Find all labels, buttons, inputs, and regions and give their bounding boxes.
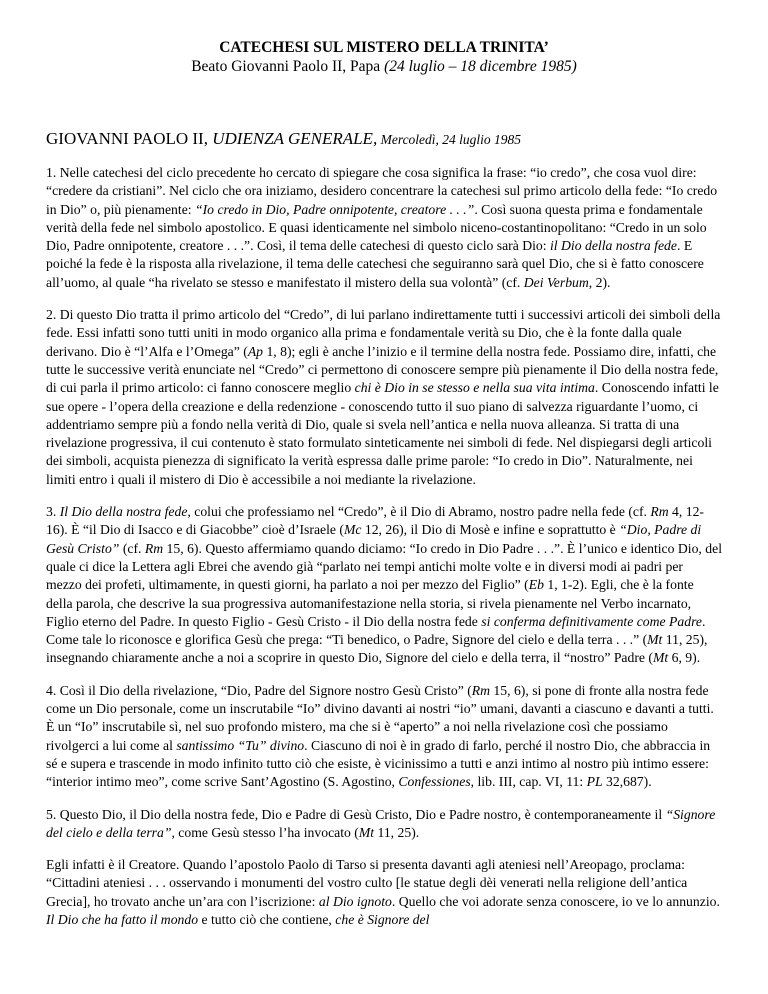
section-author: GIOVANNI PAOLO II, [46, 129, 213, 148]
italic-text: chi è Dio in se stesso e nella sua vita intima [354, 380, 595, 396]
text-run: (cf. [119, 540, 145, 556]
text-run: 1, 8); egli è anche l’inizio e il termine della nostra fede. Possiamo dire, infatti, che tutte le successive verità enunciate nel “Credo” ci permettono di conoscere sempre più pienamente il Dio della nostra fede, di cui parla il primo articolo: ci fanno conoscere meglio [46, 343, 719, 396]
italic-text: Mt [358, 824, 375, 840]
section-heading [46, 128, 722, 150]
text-run: 32,687). [602, 774, 652, 790]
document-subtitle [46, 57, 722, 76]
paragraph [46, 164, 722, 292]
italic-text: Confessiones [398, 774, 471, 790]
text-run: 3. [46, 504, 60, 520]
text-run: 4, 12-16). È “il Dio di Isacco e di Giacobbe” cioè d’Israele ( [46, 504, 704, 538]
subtitle-author: Beato Giovanni Paolo II, Papa [191, 58, 385, 75]
italic-text: “Signore del cielo e della terra” [46, 806, 716, 840]
italic-text: Rm [471, 682, 490, 698]
italic-text: Mt [652, 650, 669, 666]
paragraph [46, 806, 722, 843]
document-body [46, 164, 722, 929]
text-run: e tutto ciò che contiene, [198, 911, 336, 927]
italic-text: che è Signore del [335, 911, 430, 927]
text-run: 15, 6). Questo affermiamo quando diciamo: “Io credo in Dio Padre . . .”. È l’unico e identico Dio, del quale ci dice la Lettera agli Ebrei che avendo già “parlato nei tempi antichi molte volte e in diversi modi ai padri per mezzo dei profeti, ultimamente, in questi giorni, ha parlato a noi per mezzo del Figlio” ( [46, 540, 722, 593]
section-date: Mercoledì, 24 luglio 1985 [377, 132, 522, 147]
italic-text: “Dio, Padre di Gesù Cristo” [46, 522, 702, 556]
document-page [46, 38, 722, 929]
italic-text: al Dio ignoto [318, 893, 392, 909]
paragraph [46, 856, 722, 929]
italic-text: Il Dio che ha fatto il mondo [46, 911, 199, 927]
italic-text: Dei Verbum [523, 274, 589, 290]
paragraph [46, 682, 722, 792]
text-run: 6, 9). [668, 650, 701, 666]
subtitle-dates: (24 luglio – 18 dicembre 1985) [384, 58, 577, 75]
text-run: 11, 25). [374, 824, 420, 840]
text-run: , lib. III, cap. VI, 11: [470, 774, 587, 790]
text-run: . Conoscendo infatti le sue opere - l’opera della creazione e della redenzione - conoscendo tutto il suo piano di salvezza riguardante l’uomo, ci addentriamo sempre più a fondo nella verità di Dio, quale si svela nell’antica e nella nuova alleanza. Si tratta di una rivelazione progressiva, il cui contenuto è stato formulato sinteticamente nei simboli di fede. Nel dispiegarsi degli articoli dei simboli, acquista pienezza di significato la verità espressa dalle prime parole: “Io credo in Dio”. Naturalmente, nei limiti entro i quali il mistero di Dio è accessibile a noi mediante la rivelazione. [46, 380, 719, 487]
italic-text: si conferma definitivamente come Padre [481, 613, 702, 629]
text-run: 4. Così il Dio della rivelazione, “Dio, Padre del Signore nostro Gesù Cristo” ( [46, 682, 472, 698]
text-run: 1, 1-2). Egli, che è la fonte della parola, che descrive la sua progressiva automanifestazione nella storia, si rivela pienamente nel Verbo incarnato, Figlio eterno del Padre. In questo Figlio - Gesù Cristo - il Dio della nostra fede [46, 577, 694, 629]
text-run: Egli infatti è il Creatore. Quando l’apostolo Paolo di Tarso si presenta davanti agli ateniesi nell’Areopago, proclama: “Cittadini ateniesi . . . osservando i monumenti del vostro culto [le statue degli dèi venerati nella religione dell’antica Grecia], ho trovato anche un’ara con l’iscrizione: [46, 857, 688, 909]
italic-text: Mt [647, 632, 663, 648]
text-run: . Ciascuno di noi è in grado di farlo, perché il nostro Dio, che abbraccia in sé e supera e trascende in modo infinito tutto ciò che esiste, è vicinissimo a tutti e anzi intimo al nostro più intimo essere: “interior intimo meo”, come scrive Sant’Agostino (S. Agostino, [46, 737, 711, 790]
document-title: CATECHESI SUL MISTERO DELLA TRINITA’ [219, 39, 549, 56]
text-run: . Come tale lo riconosce e glorifica Gesù che prega: “Ti benedico, o Padre, Signore del cielo e della terra . . .” ( [46, 613, 706, 648]
italic-text: Rm [650, 504, 669, 520]
italic-text: PL [586, 774, 603, 790]
italic-text: il Dio della nostra fede [550, 238, 677, 254]
paragraph [46, 503, 722, 668]
italic-text: Eb [528, 577, 544, 593]
italic-text: “Io credo in Dio, Padre onnipotente, creatore . . .” [195, 201, 475, 217]
text-run: . E poiché la fede è la risposta alla rivelazione, il tema delle catechesi che seguiranno sarà quel Dio, che si è fatto conoscere all’uomo, al quale “ha rivelato se stesso e manifestato il mistero della sua volontà” (cf. [46, 238, 704, 290]
italic-text: Rm [144, 540, 164, 556]
paragraph [46, 306, 722, 489]
text-run: 12, 26), il Dio di Mosè e infine e soprattutto è [361, 522, 620, 538]
text-run: 2. Di questo Dio tratta il primo articolo del “Credo”, di lui parlano indirettamente tutti i successivi articoli dei simboli della fede. Essi infatti sono tutti uniti in modo organico alla prima e fondamentale verità su Dio, che è la fonte dalla quale derivano. Dio è “l’Alfa e l’Omega” ( [46, 307, 721, 359]
text-run: 5. Questo Dio, il Dio della nostra fede, Dio e Padre di Gesù Cristo, Dio e Padre nostro, è contemporaneamente il [46, 806, 666, 822]
text-run: , colui che professiamo nel “Credo”, è il Dio di Abramo, nostro padre nella fede (cf. [187, 504, 651, 520]
text-run: . Così suona questa prima e fondamentale verità della fede nel simbolo apostolico. E quasi identicamente nel simbolo niceno-costantinopolitano: “Credo in un solo Dio, Padre onnipotente, creatore . . .”. Così, il tema delle catechesi di questo ciclo sarà Dio: [46, 201, 707, 254]
text-run: 1. Nelle catechesi del ciclo precedente ho cercato di spiegare che cosa significa la frase: “io credo”, che cosa vuol dire: “credere da cristiani”. Nel ciclo che ora iniziamo, desidero concentrare la catechesi sul primo articolo della fede: “Io credo in Dio” o, più pienamente: [46, 165, 718, 217]
italic-text: santissimo “Tu” divino [176, 737, 305, 753]
text-run: . Quello che voi adorate senza conoscere, io ve lo annunzio. [391, 893, 720, 909]
text-run: 15, 6), si pone di fronte alla nostra fede come un Dio personale, come un inscrutabile “Io” divino davanti ai nostri “io” umani, davanti a ciascuno e davanti a tutti. È un “Io” inscrutabile sì, nel suo profondo mistero, ma che si è “aperto” a noi nella rivelazione così che possiamo rivolgerci a lui come al [46, 682, 714, 753]
text-run: , come Gesù stesso l’ha invocato ( [171, 824, 359, 840]
italic-text: Il Dio della nostra fede [59, 504, 188, 520]
italic-text: Mc [343, 522, 362, 538]
text-run: , 2). [588, 274, 611, 290]
section-event: UDIENZA GENERALE, [212, 129, 378, 148]
text-run: 11, 25), insegnando chiaramente anche a noi a scoprire in questo Dio, Signore del cielo e della terra, il “nostro” Padre ( [46, 632, 708, 666]
italic-text: Ap [247, 343, 264, 359]
